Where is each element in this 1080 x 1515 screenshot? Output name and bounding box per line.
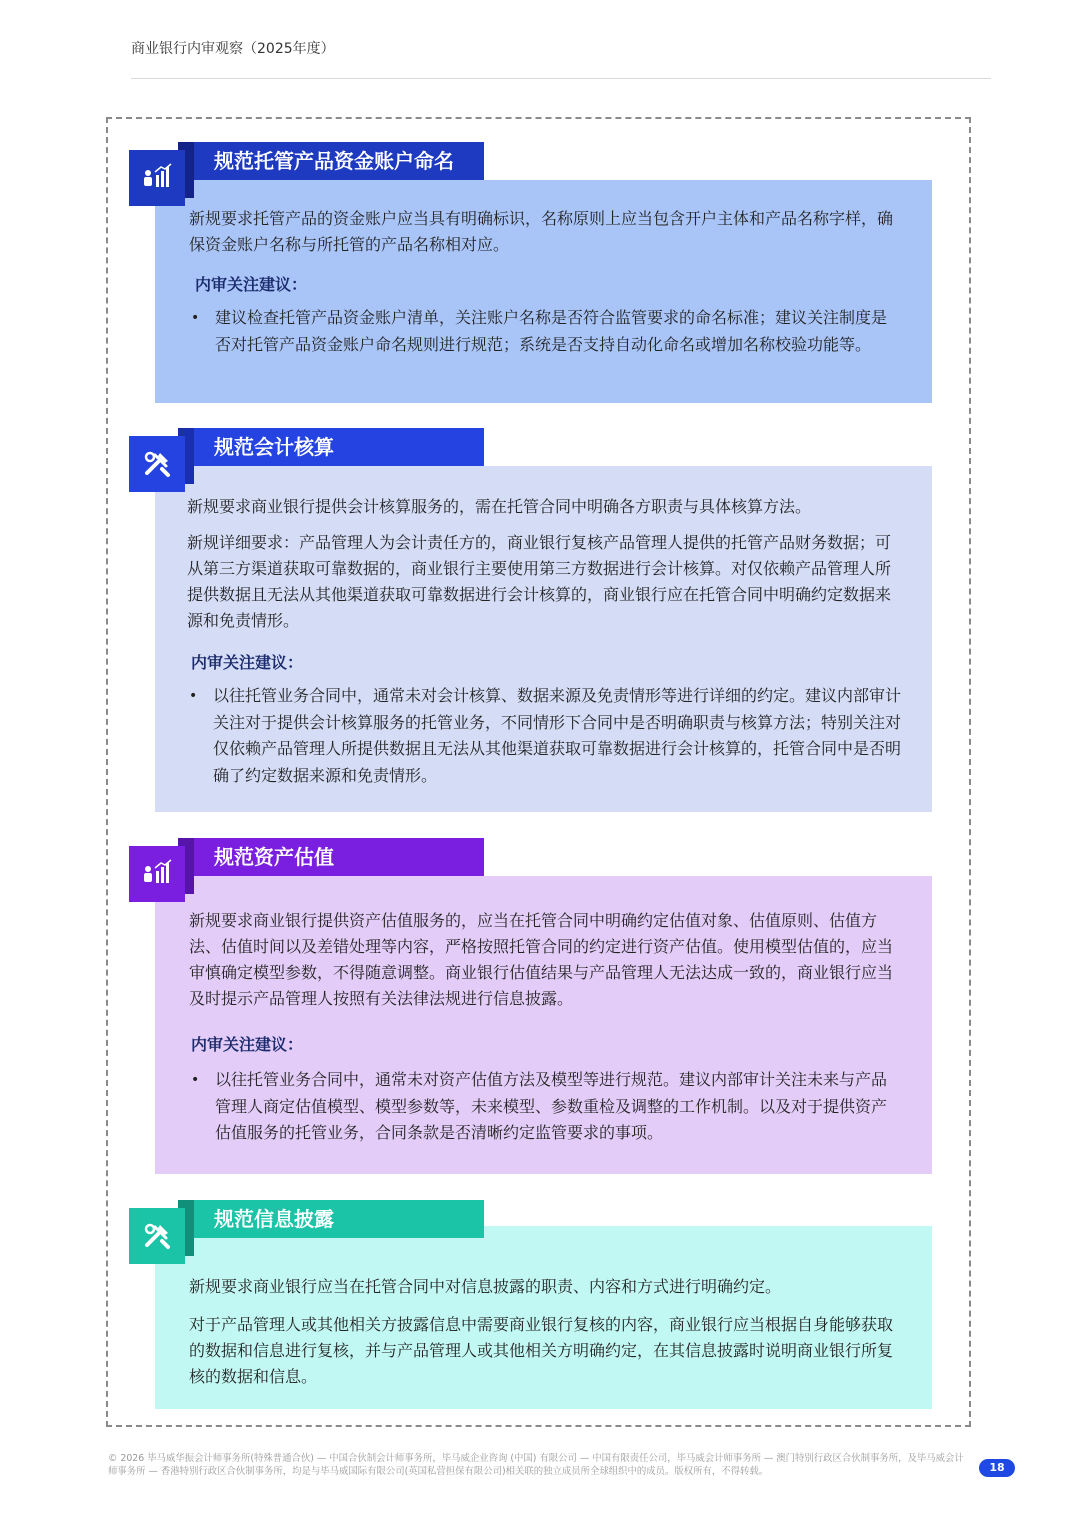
section-2-bullet-text: 以往托管业务合同中，通常未对会计核算、数据来源及免责情形等进行详细的约定。建议内部审计关注对于提供会计核算服务的托管业务，不同情形下合同中是否明确职责与核算方法；特别关注对仅依赖产品管理人所提供数据且无法从其他渠道获取可靠数据进行会计核算的，托管合同中是否明确了约定数据来源和免责情形。 bbox=[213, 686, 902, 785]
section-1-note-title: 内审关注建议： bbox=[195, 275, 308, 294]
section-2-title: 规范会计核算 bbox=[194, 428, 484, 466]
section-4-paragraph-2: 对于产品管理人或其他相关方披露信息中需要商业银行复核的内容，商业银行应当根据自身能够获取的数据和信息进行复核，并与产品管理人或其他相关方明确约定，在其信息披露时说明商业银行所复核的数据和信息。 bbox=[189, 1315, 894, 1386]
section-2-bullet bbox=[187, 683, 902, 789]
section-2-paragraph-2: 新规详细要求：产品管理人为会计责任方的，商业银行复核产品管理人提供的托管产品财务数据；可从第三方渠道获取可靠数据的，商业银行主要使用第三方数据进行会计核算。对仅依赖产品管理人所提供数据且无法从其他渠道获取可靠数据进行会计核算的，商业银行应在托管合同中明确约定数据来源和免责情形。 bbox=[187, 533, 892, 630]
section-4-title: 规范信息披露 bbox=[194, 1200, 484, 1238]
bullet-dot: • bbox=[191, 310, 200, 326]
page-header-title: 商业银行内审观察（2025年度） bbox=[131, 41, 335, 57]
section-2-paragraph-1: 新规要求商业银行提供会计核算服务的，需在托管合同中明确各方职责与具体核算方法。 bbox=[187, 497, 812, 516]
section-1-paragraph-1: 新规要求托管产品的资金账户应当具有明确标识，名称原则上应当包含开户主体和产品名称字样，确保资金账户名称与所托管的产品名称相对应。 bbox=[189, 209, 894, 254]
section-3-bullet-text: 以往托管业务合同中，通常未对资产估值方法及模型等进行规范。建议内部审计关注未来与产品管理人商定估值模型、模型参数等，未来模型、参数重检及调整的工作机制。以及对于提供资产估值服务的托管业务，合同条款是否清晰约定监管要求的事项。 bbox=[215, 1070, 888, 1142]
footer-copyright: © 2026 毕马威华振会计师事务所(特殊普通合伙) — 中国合伙制会计师事务所，毕马威企业咨询 (中国) 有限公司 — 中国有限责任公司，毕马威会计师事务所 — 澳门特别行政区合伙制事务所，及毕马威会计师事务所 — 香港特别行政区合伙制事务所，均是与毕马威国际有限公司(英国私营担保有限公司)相关联的独立成员所全球组织中的成员。版权所有，不得转载。 bbox=[108, 1453, 964, 1477]
section-3-paragraph-1: 新规要求商业银行提供资产估值服务的，应当在托管合同中明确约定估值对象、估值原则、估值方法、估值时间以及差错处理等内容，严格按照托管合同的约定进行资产估值。使用模型估值的，应当审慎确定模型参数，不得随意调整。商业银行估值结果与产品管理人无法达成一致的，商业银行应当及时提示产品管理人按照有关法律法规进行信息披露。 bbox=[189, 911, 894, 1008]
tools-icon bbox=[129, 1208, 185, 1264]
section-3-title: 规范资产估值 bbox=[194, 838, 484, 876]
section-4-box bbox=[155, 1226, 932, 1409]
section-4-paragraph-1: 新规要求商业银行应当在托管合同中对信息披露的职责、内容和方式进行明确约定。 bbox=[189, 1277, 782, 1296]
chart-people-icon bbox=[129, 846, 185, 902]
bullet-dot: • bbox=[189, 688, 198, 704]
section-1-bullet bbox=[189, 305, 902, 358]
page-number-badge: 18 bbox=[979, 1459, 1015, 1477]
tools-icon bbox=[129, 436, 185, 492]
section-2-note-title: 内审关注建议： bbox=[191, 653, 304, 672]
section-3-box bbox=[155, 876, 932, 1174]
header-divider bbox=[131, 78, 991, 79]
section-1-box bbox=[155, 180, 932, 403]
section-3-bullet bbox=[189, 1067, 902, 1147]
section-1-title: 规范托管产品资金账户命名 bbox=[194, 142, 484, 180]
bullet-dot: • bbox=[191, 1072, 200, 1088]
section-2-box bbox=[155, 466, 932, 812]
section-3-note-title: 内审关注建议： bbox=[191, 1035, 304, 1054]
chart-people-icon bbox=[129, 150, 185, 206]
section-1-bullet-text: 建议检查托管产品资金账户清单，关注账户名称是否符合监管要求的命名标准；建议关注制度是否对托管产品资金账户命名规则进行规范；系统是否支持自动化命名或增加名称校验功能等。 bbox=[215, 308, 888, 354]
